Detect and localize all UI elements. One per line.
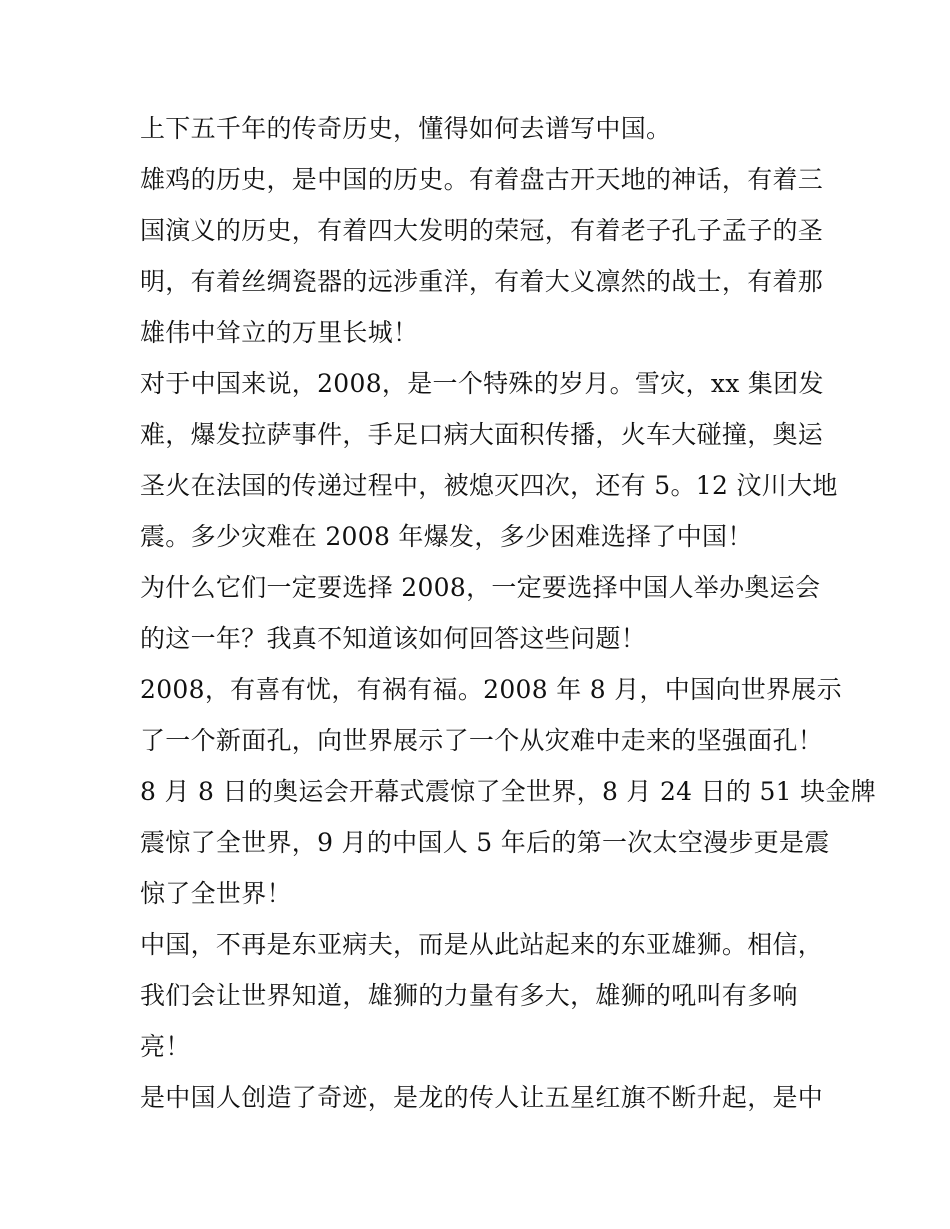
text-line: 8 月 8 日的奥运会开幕式震惊了全世界，8 月 24 日的 51 块金牌 (140, 777, 877, 806)
text-line: 中国，不再是东亚病夫，而是从此站起来的东亚雄狮。相信， (140, 930, 824, 959)
text-line: 上下五千年的传奇历史，懂得如何去谱写中国。 (140, 114, 672, 143)
text-line: 2008，有喜有忧，有祸有福。2008 年 8 月，中国向世界展示 (140, 675, 842, 704)
text-line: 国演义的历史，有着四大发明的荣冠，有着老子孔子孟子的圣 (140, 216, 824, 245)
document-body (140, 103, 877, 1123)
text-line: 明，有着丝绸瓷器的远涉重洋，有着大义凛然的战士，有着那 (140, 267, 824, 296)
text-line: 亮！ (140, 1032, 191, 1061)
text-line: 震惊了全世界，9 月的中国人 5 年后的第一次太空漫步更是震 (140, 828, 830, 857)
text-line: 了一个新面孔，向世界展示了一个从灾难中走来的坚强面孔！ (140, 726, 824, 755)
text-line: 对于中国来说，2008，是一个特殊的岁月。雪灾，xx 集团发 (140, 369, 824, 398)
text-line: 的这一年？我真不知道该如何回答这些问题！ (140, 624, 647, 653)
text-line: 难，爆发拉萨事件，手足口病大面积传播，火车大碰撞，奥运 (140, 420, 824, 449)
text-line: 我们会让世界知道，雄狮的力量有多大，雄狮的吼叫有多响 (140, 981, 798, 1010)
text-line: 震。多少灾难在 2008 年爆发，多少困难选择了中国！ (140, 522, 753, 551)
text-line: 为什么它们一定要选择 2008，一定要选择中国人举办奥运会 (140, 573, 821, 602)
text-line: 是中国人创造了奇迹，是龙的传人让五星红旗不断升起，是中 (140, 1083, 824, 1112)
text-line: 雄伟中耸立的万里长城！ (140, 318, 419, 347)
text-line: 惊了全世界！ (140, 879, 292, 908)
text-line: 雄鸡的历史，是中国的历史。有着盘古开天地的神话，有着三 (140, 165, 824, 194)
text-line: 圣火在法国的传递过程中，被熄灭四次，还有 5。12 汶川大地 (140, 471, 838, 500)
